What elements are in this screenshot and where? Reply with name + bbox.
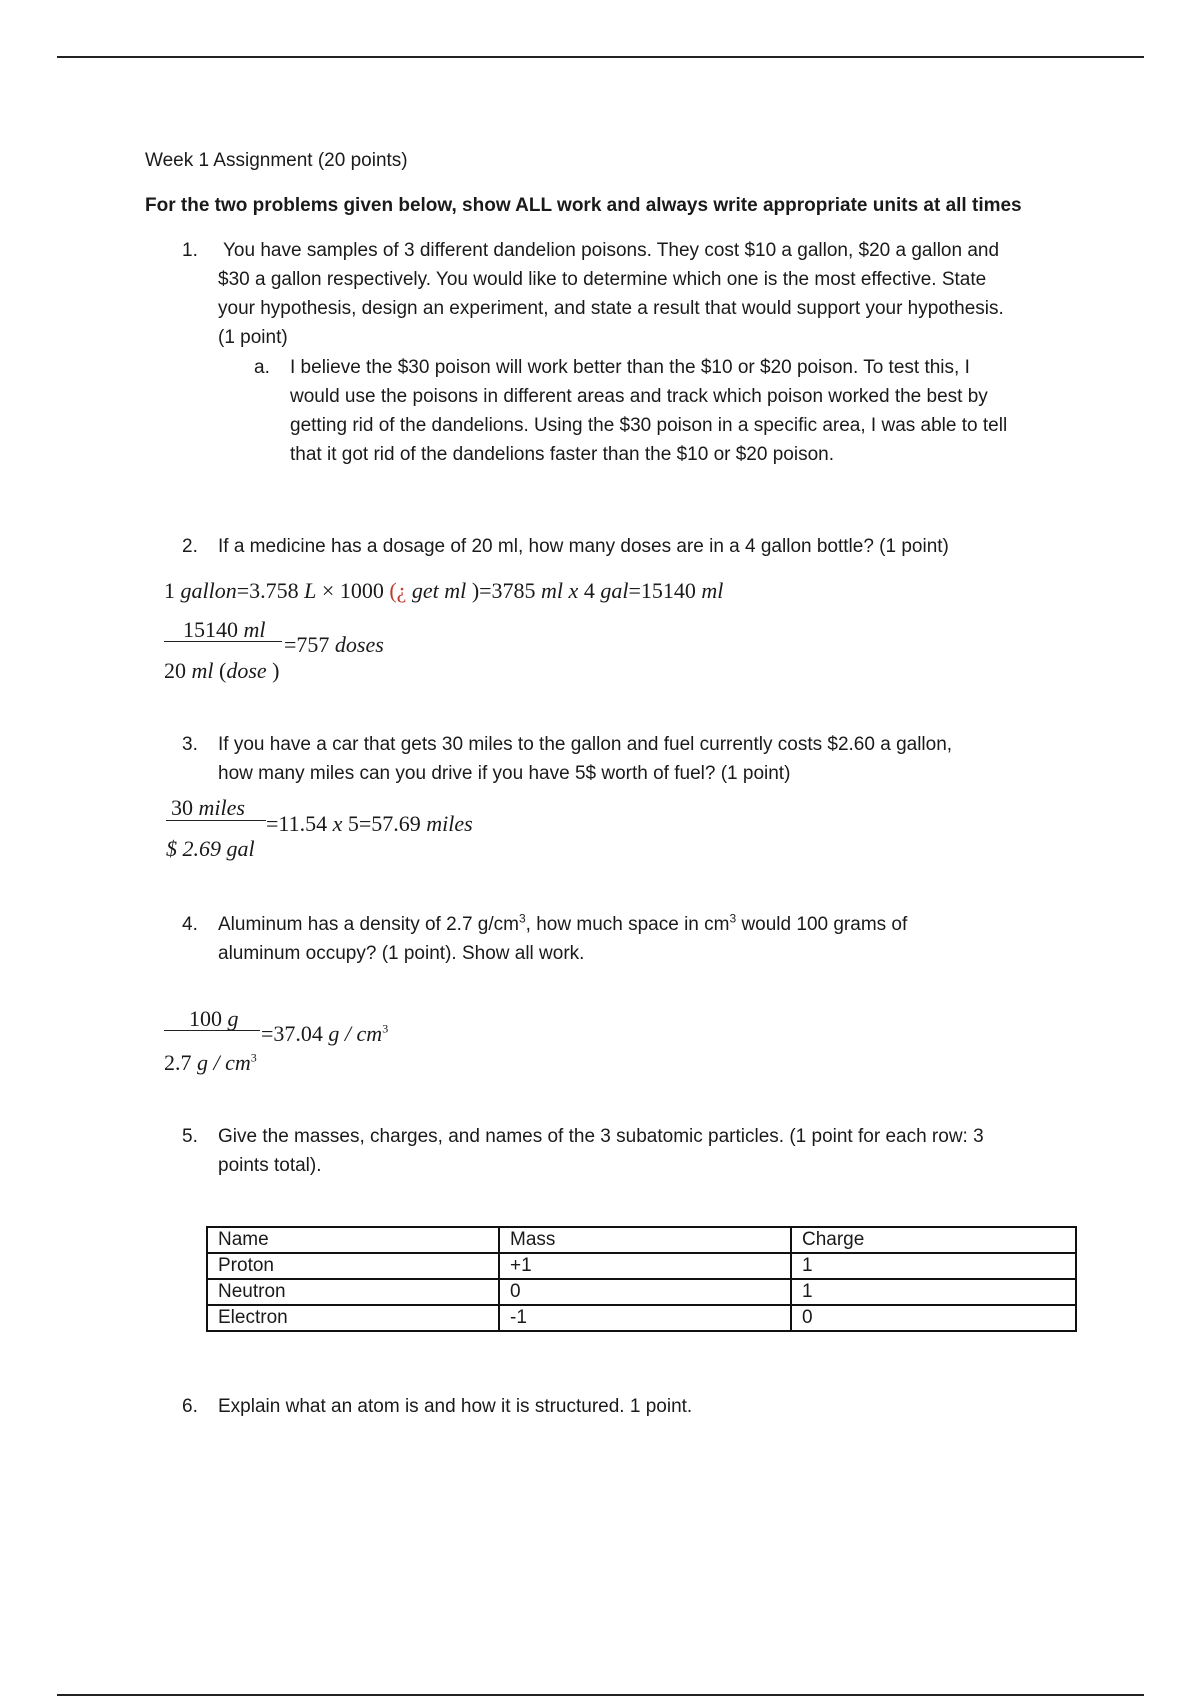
question-line: points total). — [218, 1155, 322, 1176]
question-line: your hypothesis, design an experiment, and state a result that would support your hypothesis. — [218, 298, 1004, 319]
table-cell: Neutron — [207, 1279, 499, 1305]
table-header-row — [207, 1227, 1076, 1253]
instructions: For the two problems given below, show ALL work and always write appropriate units at all times — [145, 195, 1022, 216]
table-cell: 1 — [791, 1279, 1076, 1305]
question-line: If you have a car that gets 30 miles to the gallon and fuel currently costs $2.60 a gallon, — [218, 734, 953, 755]
table-header-cell: Mass — [499, 1227, 791, 1253]
question-number: 3. — [182, 734, 198, 755]
fraction-bar — [164, 641, 282, 642]
bottom-rule — [57, 1694, 1144, 1696]
table-cell: -1 — [499, 1305, 791, 1331]
answer-label: a. — [254, 357, 270, 378]
fraction-bar — [164, 1030, 260, 1031]
fraction-bar — [166, 820, 266, 821]
answer-line: that it got rid of the dandelions faster than the $10 or $20 poison. — [290, 444, 834, 465]
fraction-result: =37.04 g / $cm^3$ — [261, 1021, 389, 1046]
fraction-denominator: $ 2.69 gal — [166, 836, 255, 861]
q2-conversion-work: 1 gallon=3.758 L × 1000 (¿ get ml )=3785 ml x 4 gal=15140 ml — [164, 578, 724, 603]
question-number: 2. — [182, 536, 198, 557]
subatomic-particles-table — [206, 1226, 1077, 1332]
question-line: Explain what an atom is and how it is structured. 1 point. — [218, 1396, 693, 1417]
top-rule — [57, 56, 1144, 58]
fraction-result: =757 doses — [284, 632, 384, 657]
table-row — [207, 1253, 1076, 1279]
table-cell: +1 — [499, 1253, 791, 1279]
fraction-numerator: 15140 ml — [183, 617, 266, 642]
fraction-numerator: 30 miles — [171, 795, 245, 820]
answer-line: I believe the $30 poison will work better than the $10 or $20 poison. To test this, I — [290, 357, 970, 378]
question-number: 4. — [182, 914, 198, 935]
fraction-result: =11.54 x 5=57.69 miles — [266, 811, 473, 836]
question-line: Give the masses, charges, and names of the 3 subatomic particles. (1 point for each row: 3 — [218, 1126, 984, 1147]
question-line: how many miles can you drive if you have 5$ worth of fuel? (1 point) — [218, 763, 791, 784]
table-header-cell: Charge — [791, 1227, 1076, 1253]
question-line: If a medicine has a dosage of 20 ml, how many doses are in a 4 gallon bottle? (1 point) — [218, 536, 949, 557]
table-cell: 0 — [791, 1305, 1076, 1331]
question-line: Aluminum has a density of 2.7 $g/cm^3$, how much space in $cm^3$ would 100 grams of — [218, 911, 908, 935]
fraction-denominator: 20 ml (dose ) — [164, 658, 280, 683]
question-number: 6. — [182, 1396, 198, 1417]
assignment-title: Week 1 Assignment (20 points) — [145, 150, 408, 171]
question-line: aluminum occupy? (1 point). Show all work. — [218, 943, 585, 964]
question-line: You have samples of 3 different dandelion poisons. They cost $10 a gallon, $20 a gallon and — [223, 240, 1000, 261]
table-header-cell: Name — [207, 1227, 499, 1253]
table-row — [207, 1279, 1076, 1305]
table-cell: Proton — [207, 1253, 499, 1279]
answer-line: would use the poisons in different areas and track which poison worked the best by — [290, 386, 988, 407]
question-line: (1 point) — [218, 327, 288, 348]
question-line: $30 a gallon respectively. You would like to determine which one is the most effective. State — [218, 269, 987, 290]
table-cell: 1 — [791, 1253, 1076, 1279]
question-number: 5. — [182, 1126, 198, 1147]
question-number: 1. — [182, 240, 198, 261]
fraction-denominator: 2.7 g / $cm^3$ — [164, 1050, 257, 1075]
table-cell: 0 — [499, 1279, 791, 1305]
table-row — [207, 1305, 1076, 1331]
table-cell: Electron — [207, 1305, 499, 1331]
answer-line: getting rid of the dandelions. Using the $30 poison in a specific area, I was able to tell — [290, 415, 1008, 436]
fraction-numerator: 100 g — [189, 1006, 239, 1031]
